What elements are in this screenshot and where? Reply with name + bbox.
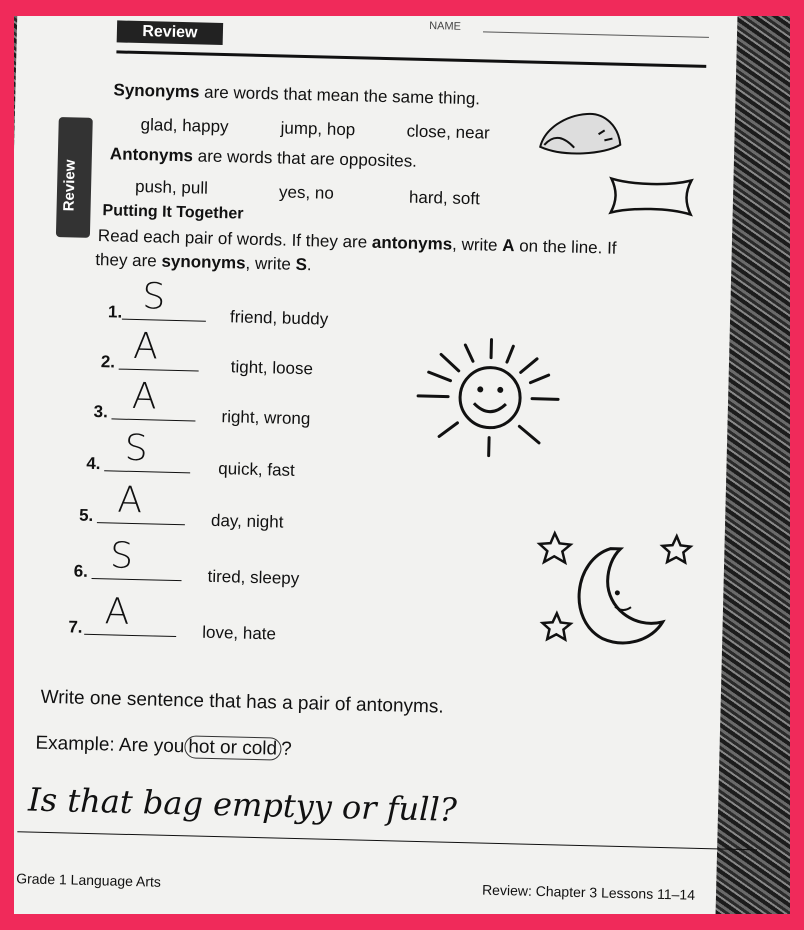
circled-antonyms: hot or cold xyxy=(184,735,281,760)
synonym-example-3: close, near xyxy=(406,121,490,143)
answer-line[interactable] xyxy=(119,369,199,372)
word-pair: quick, fast xyxy=(218,459,296,480)
answer-handwritten: S xyxy=(124,427,149,470)
instructions-line-1: Read each pair of words. If they are antonyms, write A on the line. If xyxy=(97,226,617,258)
rock-icon xyxy=(534,103,625,161)
answer-line[interactable] xyxy=(122,319,206,322)
sentence-answer-line[interactable] xyxy=(17,831,757,850)
answer-line[interactable] xyxy=(97,522,185,525)
footer-right: Review: Chapter 3 Lessons 11–14 xyxy=(481,881,696,903)
word-pair: right, wrong xyxy=(221,407,311,429)
item-number: 3. xyxy=(93,401,109,422)
word-pair: tight, loose xyxy=(230,357,314,379)
example-sentence: Example: Are you hot or cold ? xyxy=(35,732,292,760)
name-label: NAME xyxy=(428,20,462,33)
synonyms-definition: Synonyms are words that mean the same thing. xyxy=(113,80,481,109)
sentence-prompt: Write one sentence that has a pair of antonyms. xyxy=(40,686,444,718)
putting-it-together-heading: Putting It Together xyxy=(102,202,244,223)
answer-handwritten: A xyxy=(132,325,159,368)
worksheet-page xyxy=(14,16,738,914)
answer-line[interactable] xyxy=(84,634,176,637)
review-header-tag: Review xyxy=(117,20,224,45)
side-review-tab: Review xyxy=(56,117,93,238)
antonyms-definition: Antonyms are words that are opposites. xyxy=(109,144,418,171)
photo-background xyxy=(14,16,790,914)
header-rule xyxy=(116,50,706,67)
answer-line[interactable] xyxy=(92,578,182,581)
answer-handwritten: S xyxy=(141,276,166,318)
item-number: 1. xyxy=(107,302,123,322)
pillow-icon xyxy=(602,168,699,222)
synonym-example-2: jump, hop xyxy=(280,118,356,140)
name-line[interactable] xyxy=(483,31,709,38)
answer-line[interactable] xyxy=(111,418,195,421)
instructions-line-2: they are synonyms, write S. xyxy=(95,249,312,275)
footer-left: Grade 1 Language Arts xyxy=(16,870,162,890)
item-number: 4. xyxy=(86,453,101,474)
answer-handwritten: S xyxy=(109,535,134,577)
word-pair: friend, buddy xyxy=(229,307,329,329)
answer-handwritten: A xyxy=(116,479,143,522)
handwritten-sentence: Is that bag emptyy or full? xyxy=(27,780,458,829)
antonym-example-3: hard, soft xyxy=(408,187,481,209)
word-pair: love, hate xyxy=(202,622,277,644)
synonym-example-1: glad, happy xyxy=(140,115,229,137)
antonym-example-1: push, pull xyxy=(134,176,209,198)
item-number: 7. xyxy=(68,617,83,637)
answer-line[interactable] xyxy=(104,470,190,473)
item-number: 5. xyxy=(78,505,94,525)
item-number: 6. xyxy=(73,561,89,581)
answer-handwritten: A xyxy=(104,591,130,633)
moon-stars-icon xyxy=(521,519,695,673)
answer-handwritten: A xyxy=(131,375,158,418)
word-pair: tired, sleepy xyxy=(207,566,300,589)
sun-icon xyxy=(406,332,569,466)
antonym-example-2: yes, no xyxy=(278,182,335,203)
item-number: 2. xyxy=(100,352,116,372)
word-pair: day, night xyxy=(210,510,284,532)
